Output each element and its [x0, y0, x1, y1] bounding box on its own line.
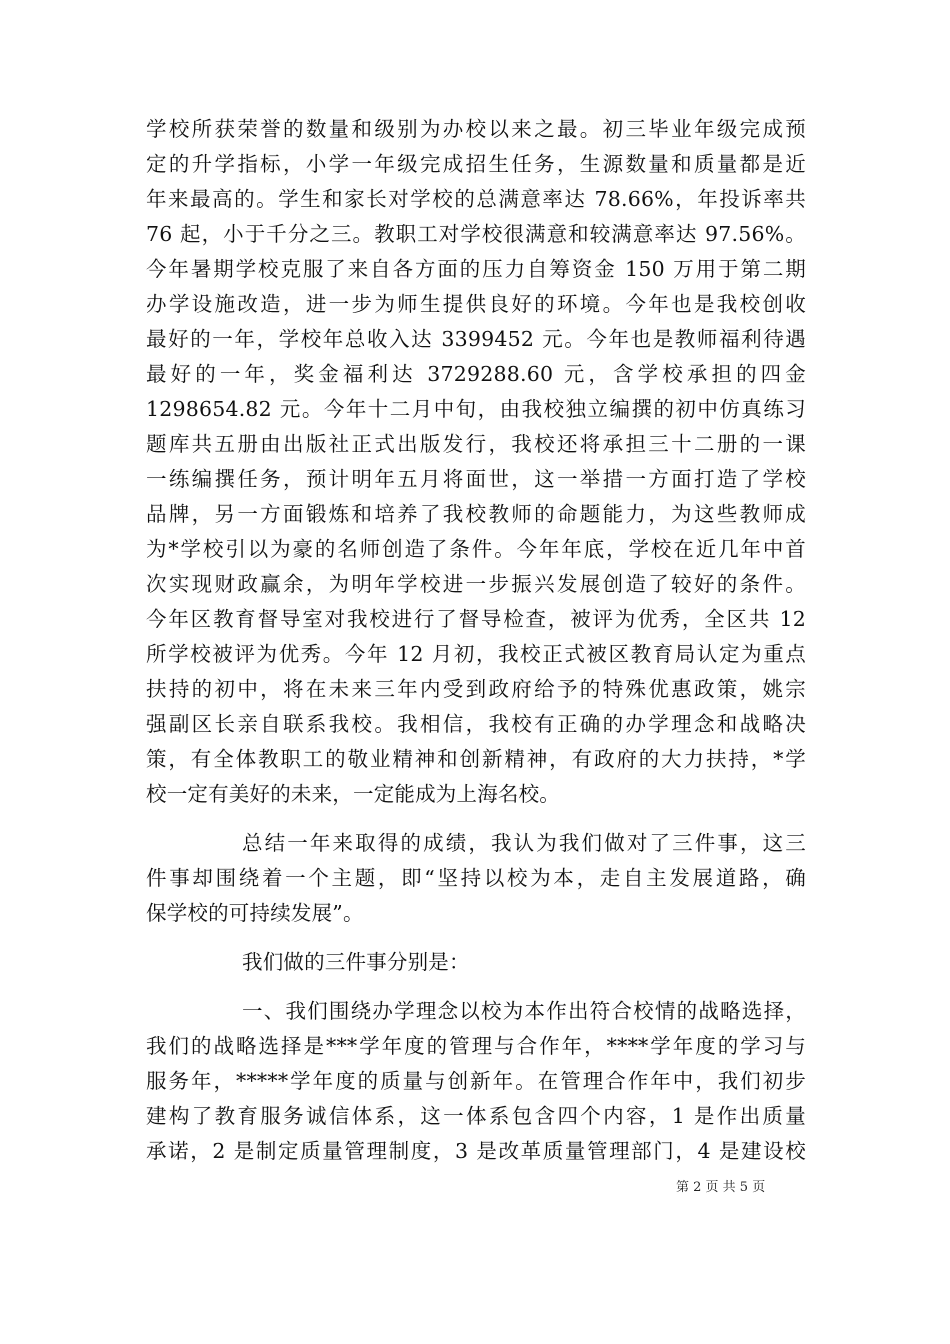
text-line: 保学校的可持续发展”。: [146, 901, 364, 925]
text-line: 最好的一年，奖金福利达 3729288.60 元，含学校承担的四金: [146, 362, 806, 386]
text-line: 扶持的初中，将在未来三年内受到政府给予的特殊优惠政策，姚宗: [146, 677, 806, 701]
paragraph-gap: [146, 812, 806, 826]
paragraph-gap: [146, 980, 806, 994]
paragraph-achievements: [146, 112, 806, 812]
text-line: 今年暑期学校克服了来自各方面的压力自筹资金 150 万用于第二期: [146, 257, 806, 281]
text-line: 品牌，另一方面锻炼和培养了我校教师的命题能力，为这些教师成: [146, 502, 806, 526]
text-line: 一、我们围绕办学理念以校为本作出符合校情的战略选择，: [242, 999, 806, 1023]
text-line: 最好的一年，学校年总收入达 3399452 元。今年也是教师福利待遇: [146, 327, 806, 351]
text-line: 所学校被评为优秀。今年 12 月初，我校正式被区教育局认定为重点: [146, 642, 806, 666]
text-line: 学校所获荣誉的数量和级别为办校以来之最。初三毕业年级完成预: [146, 117, 806, 141]
paragraph-gap: [146, 931, 806, 945]
text-line: 为*学校引以为豪的名师创造了条件。今年年底，学校在近几年中首: [146, 537, 806, 561]
text-line: 承诺，2 是制定质量管理制度，3 是改革质量管理部门，4 是建设校: [146, 1139, 806, 1163]
text-line: 件事却围绕着一个主题，即“坚持以校为本，走自主发展道路，确: [146, 866, 806, 890]
text-line: 服务年，*****学年度的质量与创新年。在管理合作年中，我们初步: [146, 1069, 806, 1093]
text-line: 总结一年来取得的成绩，我认为我们做对了三件事，这三: [242, 831, 806, 855]
text-line: 策，有全体教职工的敬业精神和创新精神，有政府的大力扶持，*学: [146, 747, 806, 771]
text-line: 今年区教育督导室对我校进行了督导检查，被评为优秀，全区共 12: [146, 607, 806, 631]
text-line: 次实现财政赢余，为明年学校进一步振兴发展创造了较好的条件。: [146, 572, 806, 596]
page-number: 第 2 页 共 5 页: [676, 1180, 766, 1195]
text-line: 我们的战略选择是***学年度的管理与合作年，****学年度的学习与: [146, 1034, 806, 1058]
text-line: 校一定有美好的未来，一定能成为上海名校。: [146, 782, 560, 806]
text-line: 一练编撰任务，预计明年五月将面世，这一举措一方面打造了学校: [146, 467, 806, 491]
text-line: 定的升学指标，小学一年级完成招生任务，生源数量和质量都是近: [146, 152, 806, 176]
paragraph-three-things-intro: [146, 945, 806, 980]
text-line: 76 起，小于千分之三。教职工对学校很满意和较满意率达 97.56%。: [146, 222, 806, 246]
text-line: 强副区长亲自联系我校。我相信，我校有正确的办学理念和战略决: [146, 712, 806, 736]
text-line: 办学设施改造，进一步为师生提供良好的环境。今年也是我校创收: [146, 292, 806, 316]
paragraph-summary: [146, 826, 806, 931]
text-line: 1298654.82 元。今年十二月中旬，由我校独立编撰的初中仿真练习: [146, 397, 806, 421]
text-line: 题库共五册由出版社正式出版发行，我校还将承担三十二册的一课: [146, 432, 806, 456]
paragraph-strategy: [146, 994, 806, 1169]
text-line: 建构了教育服务诚信体系，这一体系包含四个内容，1 是作出质量: [146, 1104, 806, 1128]
document-body: [146, 112, 806, 1169]
text-line: 年来最高的。学生和家长对学校的总满意率达 78.66%，年投诉率共: [146, 187, 806, 211]
text-line: 我们做的三件事分别是：: [242, 950, 470, 974]
